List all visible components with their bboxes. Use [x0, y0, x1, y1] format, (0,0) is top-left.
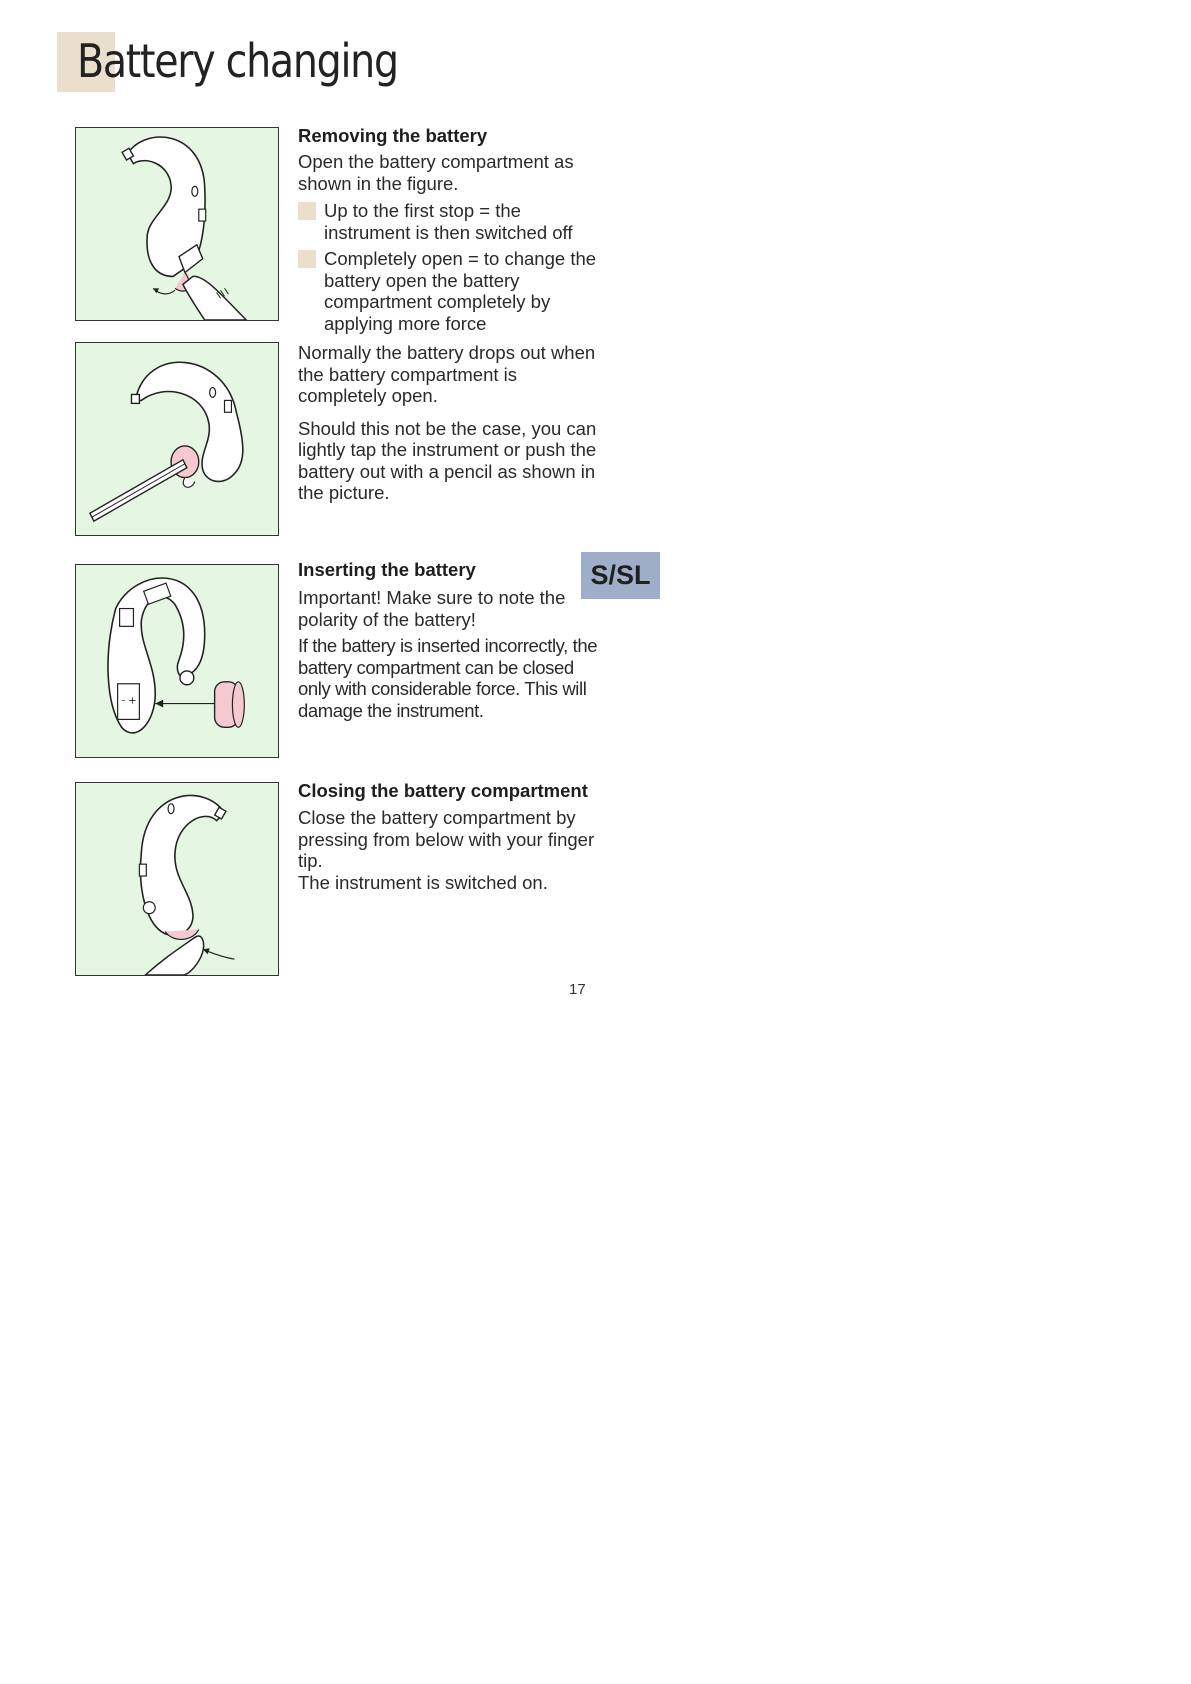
dropping-paragraph-1: Normally the battery drops out when the battery compartment is completely open. [298, 342, 596, 406]
inserting-heading: Inserting the battery [298, 559, 476, 580]
bullet-marker [298, 202, 316, 220]
hearing-aid-close-icon [76, 783, 278, 975]
pencil-battery-icon [76, 343, 278, 535]
bullet-first-stop [298, 200, 598, 243]
page-title: Battery changing [77, 34, 398, 88]
removing-intro: Open the battery compartment as shown in the figure. [298, 151, 574, 194]
bullet-completely-open [298, 248, 598, 334]
closing-heading: Closing the battery compartment [298, 780, 588, 801]
bullet-text: Up to the first stop = the instrument is then switched off [324, 200, 573, 243]
removing-heading: Removing the battery [298, 125, 488, 146]
figure-removing-battery [75, 127, 279, 321]
figure-closing-compartment [75, 782, 279, 976]
dropping-paragraph-2: Should this not be the case, you can lightly tap the instrument or push the battery out with a pencil as shown in the picture. [298, 417, 597, 503]
bullet-marker [298, 250, 316, 268]
section-inserting [298, 559, 598, 721]
page-number: 17 [569, 981, 586, 998]
hearing-aid-open-icon [76, 128, 278, 320]
section-closing [298, 780, 598, 893]
figure-inserting-battery [75, 564, 279, 758]
closing-paragraph-1: Close the battery compartment by pressing from below with your finger tip. [298, 807, 595, 871]
inserting-paragraph-1: Important! Make sure to note the polarity of the battery! [298, 587, 566, 630]
figure-pencil-push [75, 342, 279, 536]
bullet-text: Completely open = to change the battery open the battery compartment completely by applying more force [324, 248, 597, 334]
section-dropping [298, 342, 598, 504]
battery-polarity-icon [76, 565, 278, 757]
section-removing [298, 125, 598, 334]
closing-paragraph-2: The instrument is switched on. [298, 871, 548, 893]
model-badge: S/SL [581, 552, 660, 599]
svg-text:- +: - + [121, 695, 137, 707]
inserting-paragraph-2: If the battery is inserted incorrectly, the battery compartment can be closed only with considerable force. This will damage the instrument. [298, 635, 598, 721]
